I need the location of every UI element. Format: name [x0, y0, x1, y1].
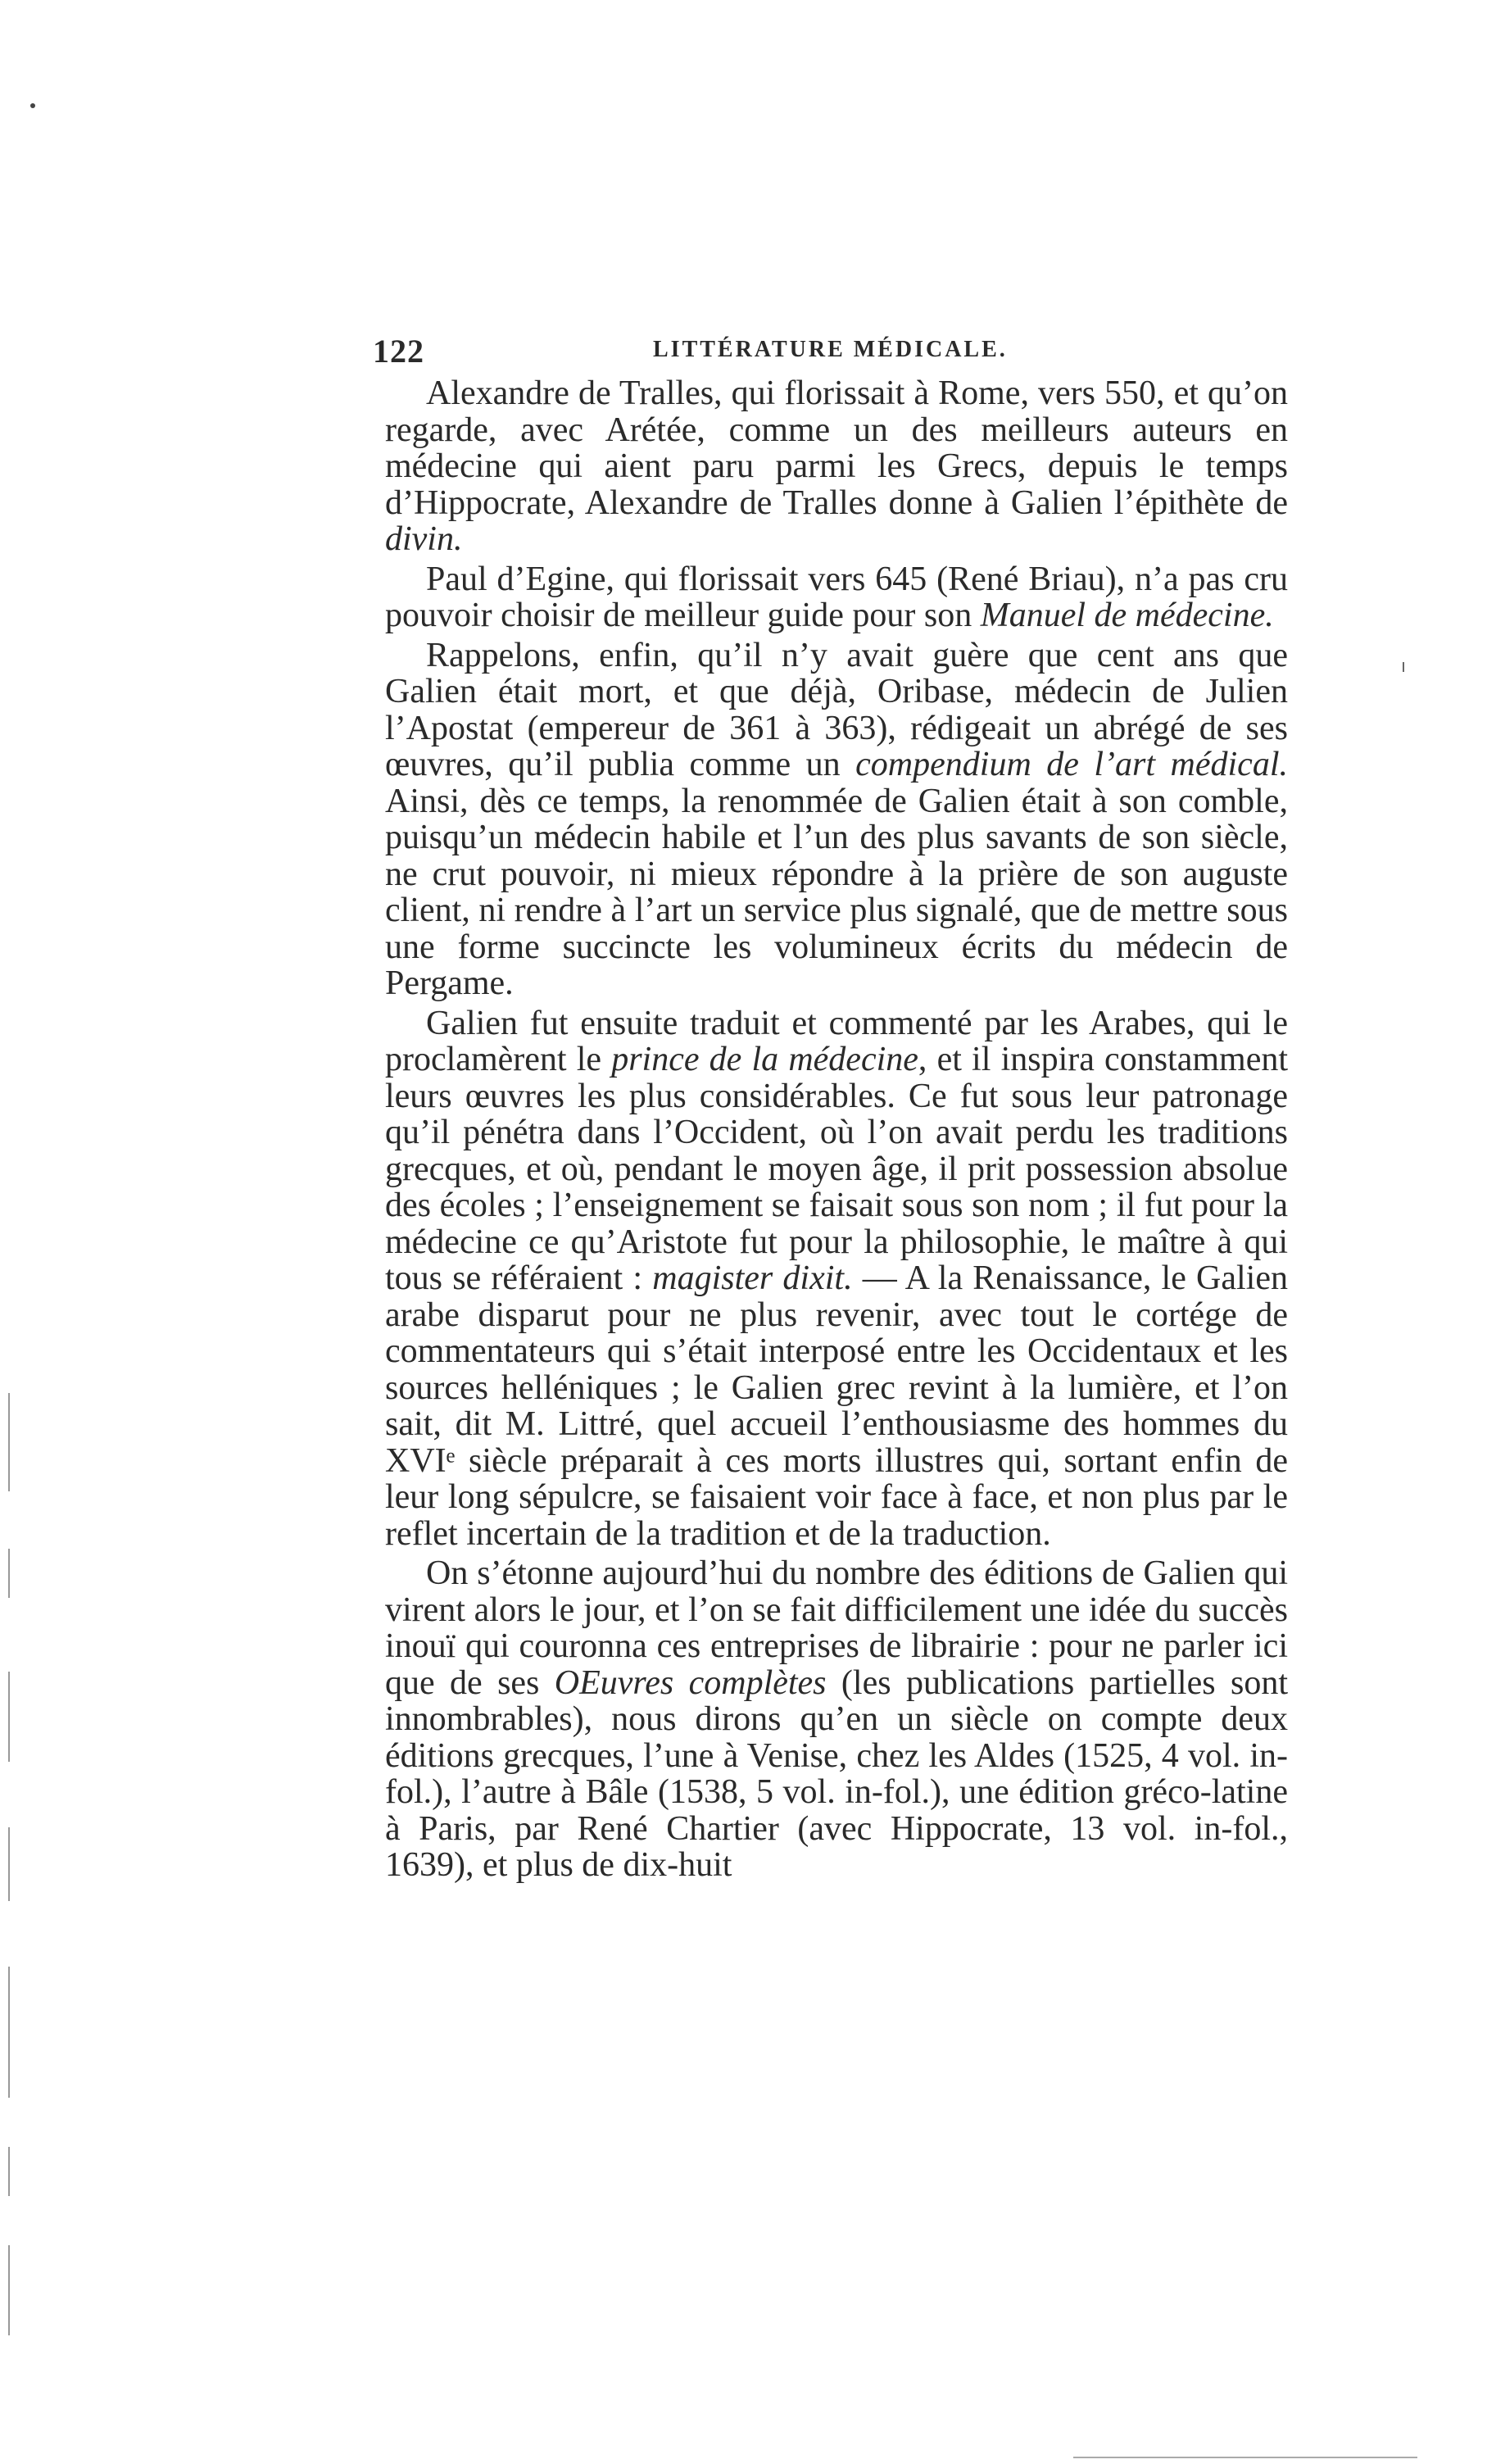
paragraph [385, 375, 1288, 558]
paragraph [385, 1005, 1288, 1553]
text-segment: Rappelons, enfin, qu’il n’y avait guère que cent ans que Galien était mort, et que déjà, Oribase, médecin de Julien l’Apostat (empereur de 361 à 363), rédigeait un abrégé de ses œuvres, qu’il publia comme un [385, 636, 1288, 783]
paragraph [385, 561, 1288, 634]
running-header [373, 332, 1290, 381]
scan-speck [30, 103, 35, 108]
text-segment: On s’étonne aujourd’hui du nombre des éditions de Galien qui virent alors le jour, et l’on se fait difficilement une idée du succès inouï qui couronna ces entreprises de librairie : pour ne parler ici que de ses [385, 1554, 1288, 1702]
margin-scan-line [8, 2245, 10, 2335]
margin-scan-line [8, 2147, 10, 2196]
margin-scan-line [8, 1393, 10, 1491]
margin-scan-line [8, 1967, 10, 2098]
text-segment: Ainsi, dès ce temps, la renommée de Galien était à son comble, puisqu’un médecin habile et l’un des plus savants de son siècle, ne crut pouvoir, ni mieux répondre à la prière de son auguste client, ni rendre à l’art un service plus signalé, que de mettre sous une forme succincte les volumineux écrits du médecin de Pergame. [385, 782, 1288, 1002]
body-text [385, 375, 1288, 1884]
text-segment: — A la Renaissance, le Galien arabe disparut pour ne plus revenir, avec tout le cortége de commentateurs qui s’était interposé entre les Occidentaux et les sources helléniques ; le Galien grec revint à la lumière, et l’on sait, dit M. Littré, quel accueil l’enthousiasme des hommes du XVIᵉ siècle préparait à ces morts illustres qui, sortant enfin de leur long sépulcre, se faisaient voir face à face, et non plus par le reflet incertain de la tradition et de la traduction. [385, 1259, 1288, 1553]
text-segment: Galien fut ensuite traduit et commenté par les Arabes, qui le proclamèrent le [385, 1004, 1288, 1078]
scan-tick [1403, 662, 1404, 672]
running-title: LITTÉRATURE MÉDICALE. [653, 337, 1008, 362]
text-segment: , et il inspira constamment leurs œuvres les plus considérables. Ce fut sous leur patronage qu’il pénétra dans l’Occident, où l’on avait perdu les traditions grecques, et où, pendant le moyen âge, il prit possession absolue des écoles ; l’enseignement se faisait sous son nom ; il fut pour la médecine ce qu’Aristote fut pour la philosophie, le maître à qui tous se référaient : [385, 1041, 1288, 1297]
bottom-scan-line [1073, 2457, 1417, 2458]
margin-scan-line [8, 1827, 10, 1901]
italic-segment: Manuel de médecine. [980, 597, 1274, 634]
italic-segment: OEuvres complètes [554, 1663, 827, 1702]
italic-segment: divin. [385, 520, 463, 558]
italic-segment: prince de la médecine [611, 1041, 918, 1078]
paragraph [385, 638, 1288, 1002]
italic-segment: magister dixit. [652, 1259, 853, 1297]
margin-scan-line [8, 1672, 10, 1762]
margin-scan-line [8, 1549, 10, 1598]
text-segment: Alexandre de Tralles, qui florissait à Rome, vers 550, et qu’on regarde, avec Arétée, comme un des meilleurs auteurs en médecine qui aient paru parmi les Grecs, depuis le temps d’Hippocrate, Alexandre de Tralles donne à Galien l’épithète de [385, 374, 1288, 522]
page-number: 122 [373, 333, 424, 370]
text-segment: Paul d’Egine, qui florissait vers 645 (René Briau), n’a pas cru pouvoir choisir de meilleur guide pour son [385, 560, 1288, 634]
paragraph [385, 1555, 1288, 1884]
text-segment: (les publications partielles sont innombrables), nous dirons qu’en un siècle on compte deux éditions grecques, l’une à Venise, chez les Aldes (1525, 4 vol. in-fol.), l’autre à Bâle (1538, 5 vol. in-fol.), une édition gréco-latine à Paris, par René Chartier (avec Hippocrate, 13 vol. in-fol., 1639), et plus de dix-huit [385, 1663, 1288, 1884]
italic-segment: compendium de l’art médical. [855, 746, 1288, 783]
